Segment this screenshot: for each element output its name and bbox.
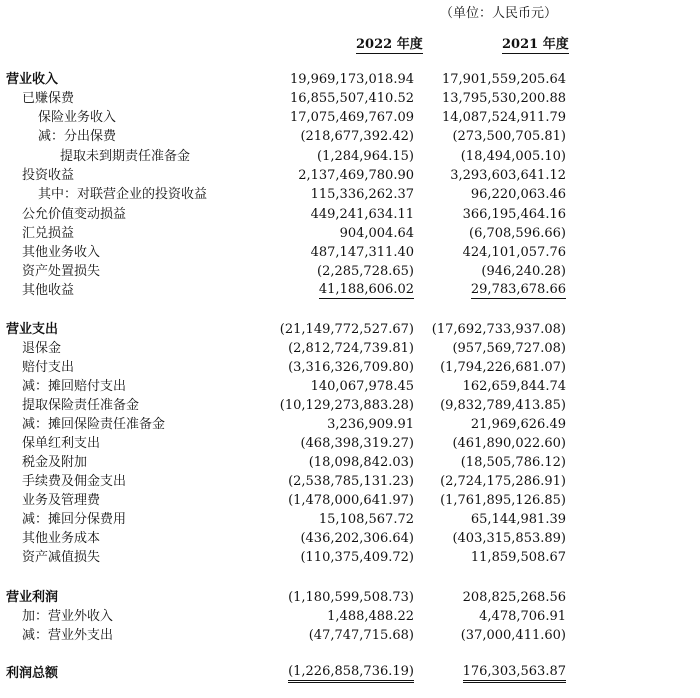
value-2022: (2,538,785,131.23)	[288, 474, 414, 489]
table-row	[0, 510, 700, 529]
table-row	[0, 434, 700, 453]
value-2022: 16,855,507,410.52	[289, 91, 414, 106]
table-row	[0, 147, 700, 166]
value-2022: (1,478,000,641.97)	[288, 493, 414, 508]
value-2022: (436,202,306.64)	[300, 531, 414, 546]
row-label: 其他业务收入	[22, 245, 101, 260]
table-row	[0, 626, 700, 645]
table-row	[0, 415, 700, 434]
table-row	[0, 185, 700, 204]
value-2022: 140,067,978.45	[310, 379, 414, 394]
value-2021: (18,494,005.10)	[460, 149, 566, 164]
row-label: 投资收益	[22, 168, 75, 183]
table-row	[0, 358, 700, 377]
column-header-2021: 2021 年度	[502, 33, 569, 54]
value-2022: 487,147,311.40	[310, 245, 414, 260]
column-header-2022: 2022 年度	[356, 33, 423, 54]
table-row	[0, 320, 700, 339]
value-2021: (18,505,786.12)	[460, 455, 566, 470]
value-2022: (1,180,599,508.73)	[288, 590, 414, 605]
row-label: 减：分出保费	[38, 129, 117, 144]
row-label: 提取保险责任准备金	[22, 398, 140, 413]
row-label: 其他收益	[22, 283, 75, 298]
value-2022: (110,375,409.72)	[300, 550, 414, 565]
value-2021: 65,144,981.39	[470, 512, 566, 527]
value-2021: (17,692,733,937.08)	[431, 322, 566, 337]
value-2022: (1,226,858,736.19)	[288, 664, 414, 683]
row-label: 已赚保费	[22, 91, 75, 106]
value-2021: (37,000,411.60)	[460, 628, 566, 643]
row-label: 减：摊回赔付支出	[22, 379, 127, 394]
row-label: 营业利润	[6, 590, 59, 605]
table-row	[0, 377, 700, 396]
table-row	[0, 453, 700, 472]
table-row	[0, 224, 700, 243]
value-2021: (403,315,853.89)	[452, 531, 566, 546]
table-row	[0, 472, 700, 491]
value-2022: 3,236,909.91	[327, 417, 414, 432]
table-row	[0, 664, 700, 683]
value-2021: (9,832,789,413.85)	[440, 398, 566, 413]
row-label: 税金及附加	[22, 455, 88, 470]
value-2022: 115,336,262.37	[310, 187, 414, 202]
value-2021: (273,500,705.81)	[452, 129, 566, 144]
table-row	[0, 491, 700, 510]
value-2021: (946,240.28)	[481, 264, 566, 279]
value-2021: 17,901,559,205.64	[441, 72, 566, 87]
row-label: 营业支出	[6, 322, 59, 337]
row-label: 退保金	[22, 341, 62, 356]
value-2021: 3,293,603,641.12	[450, 168, 566, 183]
value-2021: 208,825,268.56	[462, 590, 566, 605]
value-2022: 2,137,469,780.90	[298, 168, 414, 183]
row-label: 其中：对联营企业的投资收益	[38, 187, 208, 202]
row-label: 保单红利支出	[22, 436, 101, 451]
unit-note: （单位：人民币元）	[440, 6, 558, 21]
value-2022: (47,747,715.68)	[308, 628, 414, 643]
table-row	[0, 548, 700, 567]
value-2021: 366,195,464.16	[462, 207, 566, 222]
row-label: 减：营业外支出	[22, 628, 114, 643]
table-row	[0, 529, 700, 548]
value-2021: (1,761,895,126.85)	[440, 493, 566, 508]
row-label: 手续费及佣金支出	[22, 474, 127, 489]
table-row	[0, 89, 700, 108]
value-2022: (21,149,772,527.67)	[279, 322, 414, 337]
value-2022: (18,098,842.03)	[308, 455, 414, 470]
value-2021: 162,659,844.74	[462, 379, 566, 394]
table-row	[0, 396, 700, 415]
row-label: 汇兑损益	[22, 226, 75, 241]
table-row	[0, 205, 700, 224]
value-2022: (1,284,964.15)	[317, 149, 414, 164]
value-2022: 15,108,567.72	[318, 512, 414, 527]
row-label: 其他业务成本	[22, 531, 101, 546]
value-2021: (1,794,226,681.07)	[440, 360, 566, 375]
value-2022: (2,285,728.65)	[317, 264, 414, 279]
table-row	[0, 588, 700, 607]
table-row	[0, 108, 700, 127]
table-row	[0, 243, 700, 262]
value-2021: 176,303,563.87	[463, 664, 566, 683]
row-label: 公允价值变动损益	[22, 207, 127, 222]
value-2022: (3,316,326,709.80)	[288, 360, 414, 375]
row-label: 保险业务收入	[38, 110, 117, 125]
value-2022: (10,129,273,883.28)	[279, 398, 414, 413]
value-2022: (2,812,724,739.81)	[288, 341, 414, 356]
value-2022: 1,488,488.22	[327, 609, 414, 624]
value-2021: 11,859,508.67	[470, 550, 566, 565]
value-2021: 424,101,057.76	[462, 245, 566, 260]
value-2021: (461,890,022.60)	[452, 436, 566, 451]
row-label: 资产减值损失	[22, 550, 101, 565]
value-2021: (957,569,727.08)	[452, 341, 566, 356]
value-2021: 29,783,678.66	[470, 282, 566, 297]
table-row	[0, 166, 700, 185]
table-row	[0, 281, 700, 300]
row-label: 减：摊回分保费用	[22, 512, 127, 527]
table-row	[0, 127, 700, 146]
value-2022: (218,677,392.42)	[300, 129, 414, 144]
table-row	[0, 607, 700, 626]
value-2021: (6,708,596.66)	[469, 226, 566, 241]
value-2021: (2,724,175,286.91)	[440, 474, 566, 489]
value-2022: 449,241,634.11	[310, 207, 414, 222]
value-2021: 96,220,063.46	[470, 187, 566, 202]
row-label: 业务及管理费	[22, 493, 101, 508]
row-label: 资产处置损失	[22, 264, 101, 279]
row-label: 加：营业外收入	[22, 609, 114, 624]
row-label: 赔付支出	[22, 360, 75, 375]
row-label: 提取未到期责任准备金	[60, 149, 191, 164]
table-row	[0, 70, 700, 89]
value-2021: 13,795,530,200.88	[441, 91, 566, 106]
value-2022: 19,969,173,018.94	[289, 72, 414, 87]
table-row	[0, 262, 700, 281]
value-2021: 21,969,626.49	[470, 417, 566, 432]
value-2022: (468,398,319.27)	[300, 436, 414, 451]
row-label: 营业收入	[6, 72, 59, 87]
value-2022: 904,004.64	[339, 226, 414, 241]
value-2022: 17,075,469,767.09	[289, 110, 414, 125]
row-label: 利润总额	[6, 666, 59, 681]
row-label: 减：摊回保险责任准备金	[22, 417, 166, 432]
table-row	[0, 339, 700, 358]
value-2021: 4,478,706.91	[479, 609, 566, 624]
value-2021: 14,087,524,911.79	[441, 110, 566, 125]
value-2022: 41,188,606.02	[318, 282, 414, 297]
